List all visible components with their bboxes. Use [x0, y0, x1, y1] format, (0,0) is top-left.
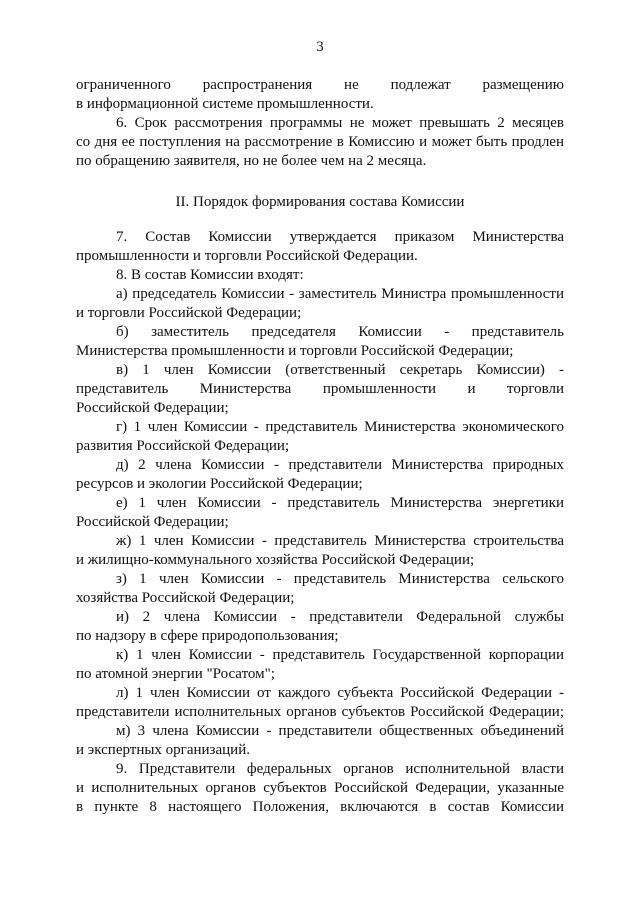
text-line: л) 1 член Комиссии от каждого субъекта Российской Федерации - — [116, 685, 564, 701]
text-line: в) 1 член Комиссии (ответственный секретарь Комиссии) - — [116, 362, 564, 378]
text-line: Российской Федерации; — [76, 400, 229, 416]
text-line: и) 2 члена Комиссии - представители Федеральной службы — [116, 609, 564, 625]
text-line: е) 1 член Комиссии - представитель Министерства энергетики — [116, 495, 564, 511]
text-line: м) 3 члена Комиссии - представители общественных объединений — [116, 723, 564, 739]
text-line: а) председатель Комиссии - заместитель Министра промышленности — [116, 286, 564, 302]
text-line: ограниченного распространения не подлежат размещению — [76, 77, 564, 93]
text-line: и исполнительных органов субъектов Российской Федерации, указанные — [76, 780, 564, 796]
text-line: 9. Представители федеральных органов исполнительной власти — [116, 761, 564, 777]
text-line: 7. Состав Комиссии утверждается приказом Министерства — [116, 229, 564, 245]
text-line: д) 2 члена Комиссии - представители Министерства природных — [116, 457, 564, 473]
text-line: в информационной системе промышленности. — [76, 96, 374, 112]
text-line: в пункте 8 настоящего Положения, включаются в состав Комиссии — [76, 799, 564, 815]
text-line: и торговли Российской Федерации; — [76, 305, 302, 321]
text-line: представитель Министерства промышленности и торговли — [76, 381, 564, 397]
text-line: со дня ее поступления на рассмотрение в Комиссию и может быть продлен — [76, 134, 564, 150]
text-line: хозяйства Российской Федерации; — [76, 590, 295, 606]
text-line: промышленности и торговли Российской Федерации. — [76, 248, 418, 264]
text-line: по атомной энергии "Росатом"; — [76, 666, 275, 682]
text-line: развития Российской Федерации; — [76, 438, 290, 454]
text-line: по надзору в сфере природопользования; — [76, 628, 339, 644]
text-line: б) заместитель председателя Комиссии - представитель — [116, 324, 564, 340]
text-line: 6. Срок рассмотрения программы не может превышать 2 месяцев — [116, 115, 564, 131]
text-line: и жилищно-коммунального хозяйства Российской Федерации; — [76, 552, 475, 568]
paragraph-block-intro — [76, 76, 564, 171]
text-line: ресурсов и экологии Российской Федерации; — [76, 476, 363, 492]
text-line: по обращению заявителя, но не более чем на 2 месяца. — [76, 153, 427, 169]
text-line: к) 1 член Комиссии - представитель Государственной корпорации — [116, 647, 564, 663]
text-line: представители исполнительных органов субъектов Российской Федерации; — [76, 704, 564, 720]
page-number: 3 — [316, 39, 324, 55]
text-line: г) 1 член Комиссии - представитель Министерства экономического — [116, 419, 564, 435]
text-line: 8. В состав Комиссии входят: — [116, 267, 304, 283]
section-heading: II. Порядок формирования состава Комиссии — [175, 194, 465, 210]
text-line: Российской Федерации; — [76, 514, 229, 530]
paragraph-block-composition — [76, 228, 564, 817]
text-line: з) 1 член Комиссии - представитель Министерства сельского — [116, 571, 564, 587]
text-line: Министерства промышленности и торговли Российской Федерации; — [76, 343, 514, 359]
text-line: ж) 1 член Комиссии - представитель Министерства строительства — [116, 533, 564, 549]
text-line: и экспертных организаций. — [76, 742, 250, 758]
